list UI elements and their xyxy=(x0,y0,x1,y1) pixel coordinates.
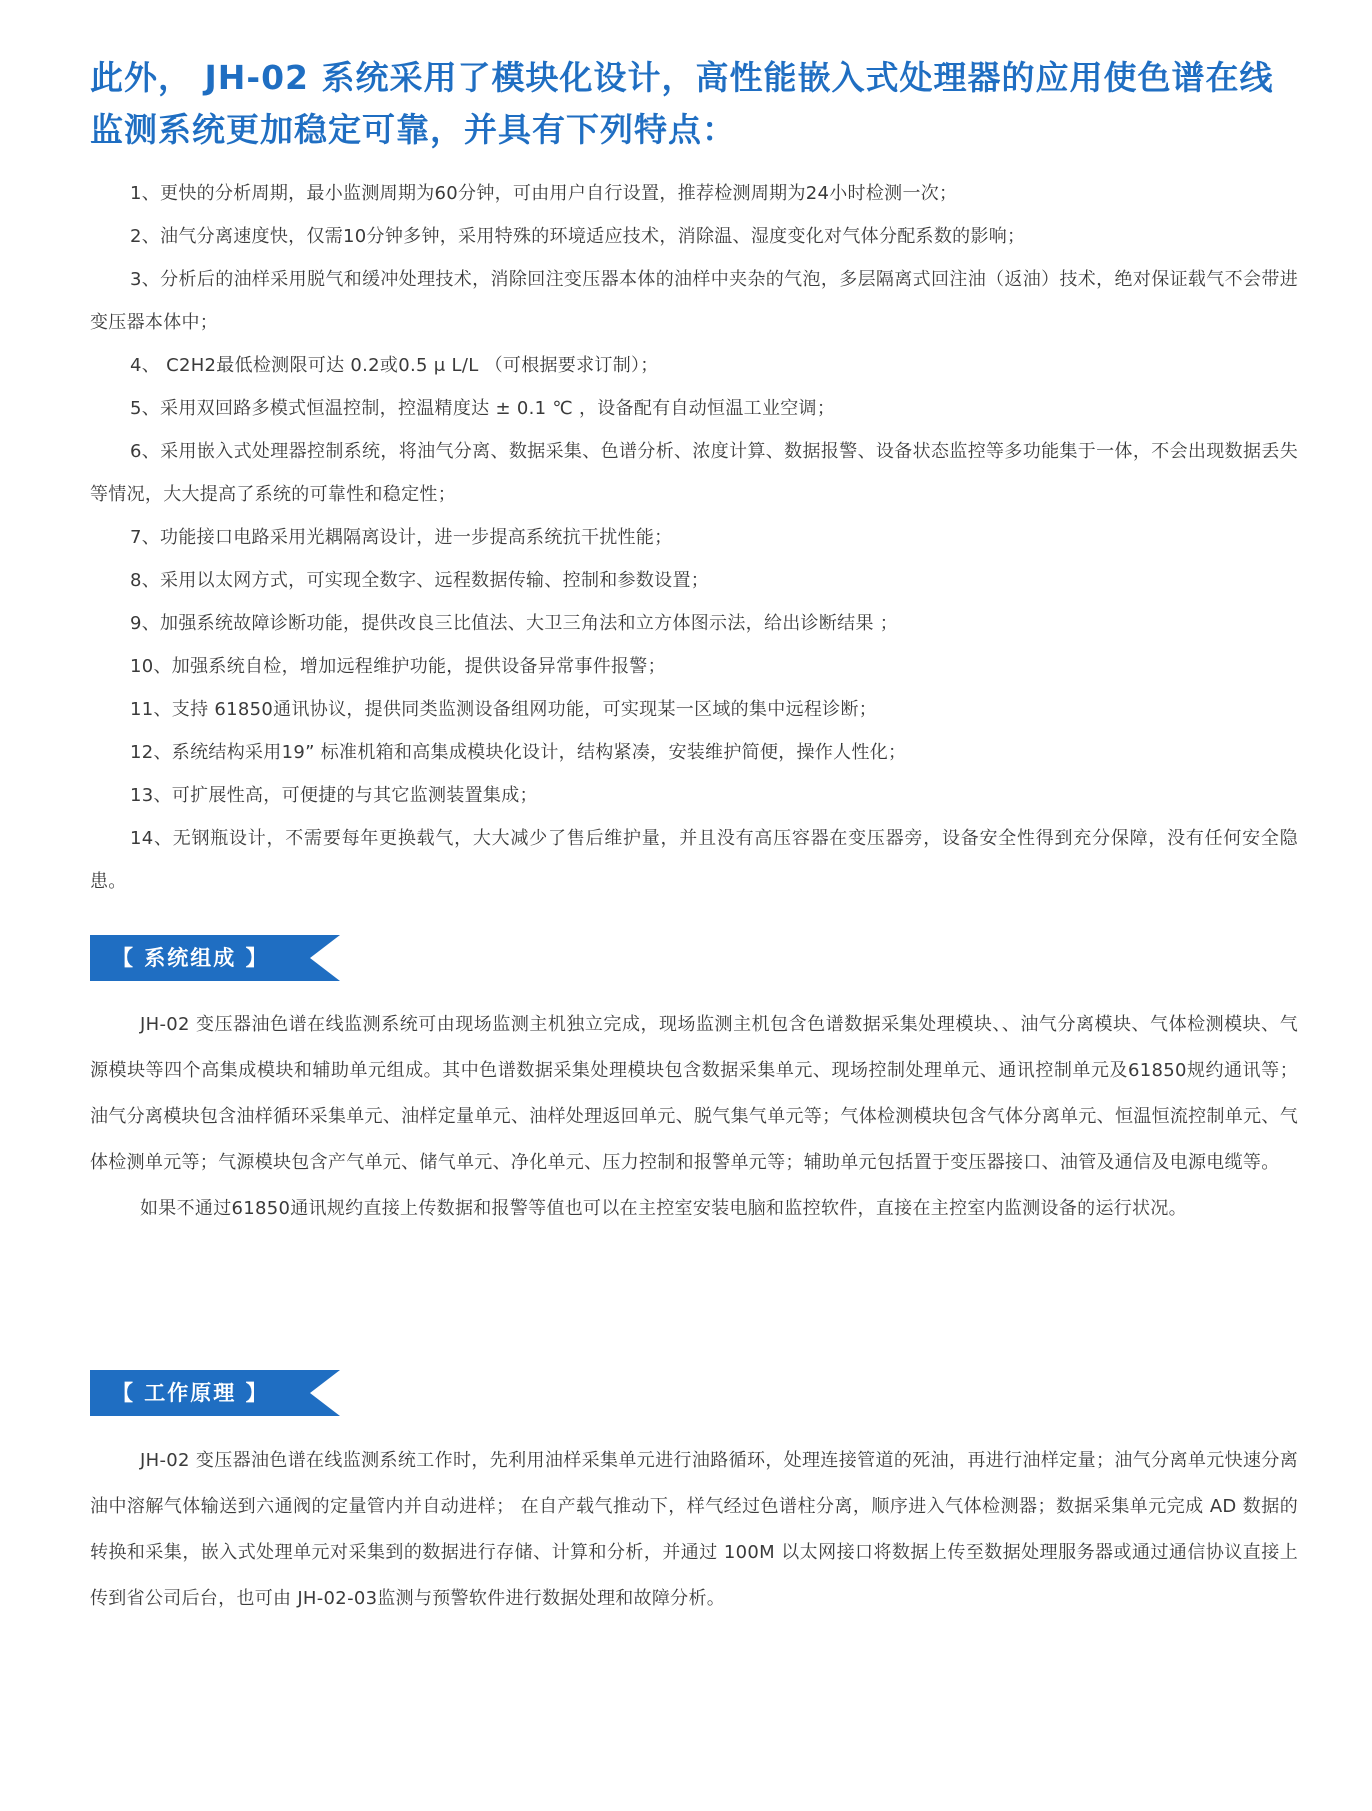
feature-item: 12、系统结构采用19” 标准机箱和高集成模块化设计，结构紧凑，安装维护简便，操作人性化； xyxy=(130,742,907,763)
feature-item: 7、功能接口电路采用光耦隔离设计，进一步提高系统抗干扰性能； xyxy=(130,527,673,548)
feature-item: 5、采用双回路多模式恒温控制，控温精度达 ± 0.1 ℃ ，设备配有自动恒温工业空调； xyxy=(130,398,836,419)
feature-item: 11、支持 61850通讯协议，提供同类监测设备组网功能，可实现某一区域的集中远程诊断； xyxy=(130,699,878,720)
feature-item: 2、油气分离速度快，仅需10分钟多钟，采用特殊的环境适应技术，消除温、湿度变化对气体分配系数的影响； xyxy=(130,226,1026,247)
section-tag-system-composition xyxy=(90,935,340,981)
feature-item: 1、更快的分析周期，最小监测周期为60分钟，可由用户自行设置，推荐检测周期为24小时检测一次； xyxy=(130,183,958,204)
feature-item: 14、无钢瓶设计，不需要每年更换载气，大大减少了售后维护量，并且没有高压容器在变压器旁，设备安全性得到充分保障，没有任何安全隐患。 xyxy=(90,828,1298,892)
feature-item: 4、 C2H2最低检测限可达 0.2或0.5 μ L/L （可根据要求订制）； xyxy=(130,355,659,376)
feature-list xyxy=(90,172,1298,903)
section-tag-working-principle xyxy=(90,1370,340,1416)
feature-item: 10、加强系统自检，增加远程维护功能，提供设备异常事件报警； xyxy=(130,656,666,677)
feature-item: 13、可扩展性高，可便捷的与其它监测装置集成； xyxy=(130,785,538,806)
feature-item: 9、加强系统故障诊断功能，提供改良三比值法、大卫三角法和立方体图示法，给出诊断结果 ； xyxy=(130,613,899,634)
section-title: 【 系统组成 】 xyxy=(112,946,269,970)
section-title: 【 工作原理 】 xyxy=(112,1381,269,1405)
paragraph: 如果不通过61850通讯规约直接上传数据和报警等值也可以在主控室安装电脑和监控软件，直接在主控室内监测设备的运行状况。 xyxy=(140,1198,1187,1219)
system-composition-body xyxy=(90,1002,1298,1232)
paragraph: JH-02 变压器油色谱在线监测系统工作时，先利用油样采集单元进行油路循环，处理连接管道的死油，再进行油样定量；油气分离单元快速分离油中溶解气体输送到六通阀的定量管内并自动进样； 在自产载气推动下，样气经过色谱柱分离，顺序进入气体检测器；数据采集单元完成 AD 数据的转换和采集，嵌入式处理单元对采集到的数据进行存储、计算和分析，并通过 100M 以太网接口将数据上传至数据处理服务器或通过通信协议直接上传到省公司后台，也可由 JH-02-03监测与预警软件进行数据处理和故障分析。 xyxy=(90,1450,1298,1609)
feature-item: 3、分析后的油样采用脱气和缓冲处理技术，消除回注变压器本体的油样中夹杂的气泡，多层隔离式回注油（返油）技术，绝对保证载气不会带进变压器本体中； xyxy=(90,269,1298,333)
paragraph: JH-02 变压器油色谱在线监测系统可由现场监测主机独立完成，现场监测主机包含色谱数据采集处理模块、、油气分离模块、气体检测模块、气源模块等四个高集成模块和辅助单元组成。其中色谱数据采集处理模块包含数据采集单元、现场控制处理单元、通讯控制单元及61850规约通讯等；油气分离模块包含油样循环采集单元、油样定量单元、油样处理返回单元、脱气集气单元等；气体检测模块包含气体分离单元、恒温恒流控制单元、气体检测单元等；气源模块包含产气单元、储气单元、净化单元、压力控制和报警单元等；辅助单元包括置于变压器接口、油管及通信及电源电缆等。 xyxy=(90,1014,1298,1173)
feature-item: 8、采用以太网方式，可实现全数字、远程数据传输、控制和参数设置； xyxy=(130,570,710,591)
feature-item: 6、采用嵌入式处理器控制系统，将油气分离、数据采集、色谱分析、浓度计算、数据报警、设备状态监控等多功能集于一体，不会出现数据丢失等情况，大大提高了系统的可靠性和稳定性； xyxy=(90,441,1298,505)
headline: 此外， JH-02 系统采用了模块化设计，高性能嵌入式处理器的应用使色谱在线监测系统更加稳定可靠，并具有下列特点： xyxy=(90,58,1274,149)
working-principle-body xyxy=(90,1438,1298,1622)
